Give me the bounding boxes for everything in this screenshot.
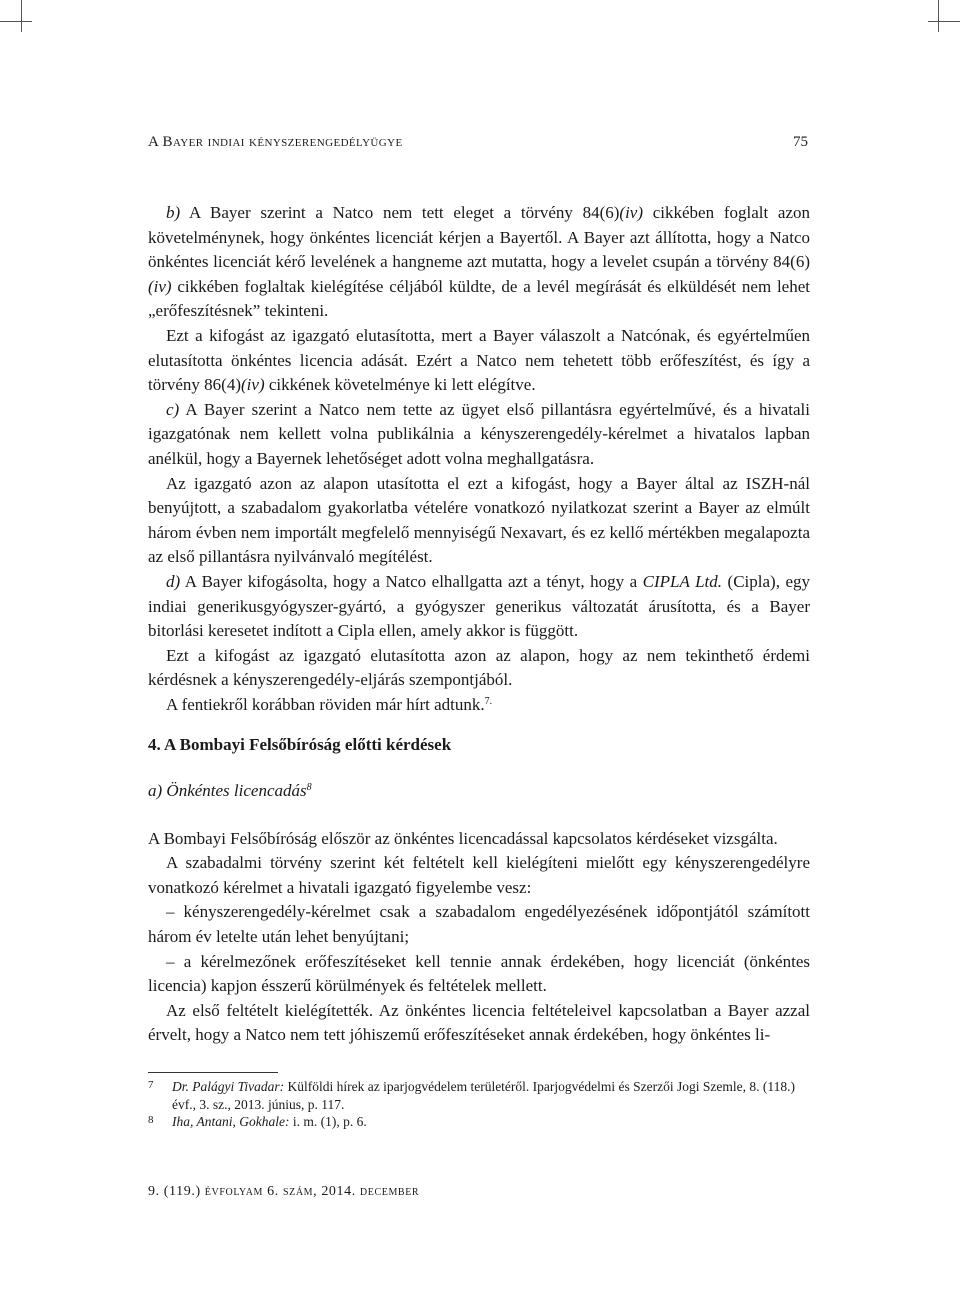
paragraph-c-response: Az igazgató azon az alapon utasította el ezt a kifogást, hogy a Bayer által az ISZH-nál benyújtott, a szabadalom gyakorlatba vételére vonatkozó nyilatkozat szerint a Bayer az elmúlt három évben nem importált megfelelő mennyiségű Nexavart, és ez kellő mértékben megalapozta az első pillantásra nyilvánvaló megítélést. xyxy=(148,473,810,567)
footnote-number: 7 xyxy=(148,1079,154,1091)
footnote-divider xyxy=(148,1072,278,1073)
dash-item-2: – a kérelmezőnek erőfeszítéseket kell tennie annak érdekében, hogy licenciát (önkéntes licencia) kapjon ésszerű körülmények és feltételek mellett. xyxy=(148,951,810,996)
footnote-author: Iha, Antani, Gokhale: xyxy=(172,1114,290,1129)
section-paragraph-2: A szabadalmi törvény szerint két feltételt kell kielégíteni mielőtt egy kényszerengedélyre vonatkozó kérelmet a hivatali igazgató figyelembe vesz: xyxy=(148,853,810,897)
footnote-ref-7: 7. xyxy=(484,695,493,707)
footnote-7 xyxy=(148,1078,810,1113)
crop-mark-top-left-horizontal xyxy=(0,21,32,22)
page-footer: 9. (119.) évfolyam 6. szám, 2014. december xyxy=(148,1184,420,1199)
item-label-b: b) xyxy=(166,203,181,222)
paragraph-summary: A fentiekről korábban röviden már hírt adtunk.$^{7.}$ xyxy=(166,694,493,714)
crop-mark-top-left-vertical xyxy=(21,0,22,32)
section-paragraph-3: Az első feltételt kielégítették. Az önkéntes licencia feltételeivel kapcsolatban a Bayer azzal érvelt, hogy a Natco nem tett jóhiszemű erőfeszítéseket annak érdekében, hogy önkéntes li- xyxy=(148,1000,810,1045)
paragraph-d-response: Ezt a kifogást az igazgató elutasította azon az alapon, hogy az nem tekinthető érdemi kérdésnek a kényszerengedély-eljárás szempontjából. xyxy=(148,645,810,690)
footnote-text: Külföldi hírek az iparjogvédelem területéről. Iparjogvédelmi és Szerzői Jogi Szemle, 8. (118.) évf., 3. sz., 2013. június, p. 117. xyxy=(172,1079,795,1112)
subsection-title: a) Önkéntes licencadás$^8$ xyxy=(148,781,312,801)
running-head: A Bayer indiai kényszerengedélyügye xyxy=(148,134,403,150)
paragraph-b-response: Ezt a kifogást az igazgató elutasította, mert a Bayer válaszolt a Natcónak, és egyértelműen elutasította önkéntes licencia adását. Ezért a Natco nem tehetett több erőfeszítést, és így a törvény 86(4)(iv) cikkének követelménye ki lett elégítve. xyxy=(148,325,810,395)
paragraph-b: b) A Bayer szerint a Natco nem tett eleget a törvény 84(6)(iv) cikkében foglalt azon követelménynek, hogy önkéntes licenciát kérjen a Bayertől. A Bayer azt állította, hogy a Natco önkéntes licenciát kérő levelének a hangneme azt mutatta, hogy a levelet csupán a törvény 84(6)(iv) cikkében foglaltak kielégítése céljából küldte, de a levél megírását és elküldését nem lehet „erőfeszítésnek” tekinteni. xyxy=(148,203,811,321)
paragraph-c: c) A Bayer szerint a Natco nem tette az ügyet első pillantásra egyértelművé, és a hivatali igazgatónak nem kellett volna publikálnia a kényszerengedély-kérelmet a hivatalos lapban anélkül, hogy a Bayernek lehetőséget adott volna meghallgatásra. xyxy=(148,399,810,468)
body-text xyxy=(148,201,810,1048)
item-label-d: d) xyxy=(166,571,181,591)
page-number: 75 xyxy=(793,134,808,150)
item-label-c: c) xyxy=(166,399,180,419)
footnotes xyxy=(148,1078,810,1131)
paragraph-d: d) A Bayer kifogásolta, hogy a Natco elhallgatta azt a tényt, hogy a CIPLA Ltd. (Cipla), egy indiai generikusgyógyszer-gyártó, a gyógyszer generikus változatát árusította, és a Bayer bitorlási keresetet indított a Cipla ellen, amely akkor is függött. xyxy=(148,571,811,641)
crop-mark-top-right-horizontal xyxy=(928,21,960,22)
section-paragraph-1: A Bombayi Felsőbíróság először az önkéntes licencadással kapcsolatos kérdéseket vizsgálta. xyxy=(148,828,778,848)
crop-mark-top-right-vertical xyxy=(938,0,939,32)
footnote-author: Dr. Palágyi Tivadar: xyxy=(172,1079,285,1094)
dash-item-1: – kényszerengedély-kérelmet csak a szabadalom engedélyezésének időpontjától számított három év letelte után lehet benyújtani; xyxy=(148,902,810,947)
footnote-number: 8 xyxy=(148,1114,154,1126)
footnote-8 xyxy=(148,1113,810,1131)
footnote-ref-8: 8 xyxy=(306,782,312,794)
footnote-text: i. m. (1), p. 6. xyxy=(289,1114,367,1129)
section-title: 4. A Bombayi Felsőbíróság előtti kérdések xyxy=(148,735,452,755)
